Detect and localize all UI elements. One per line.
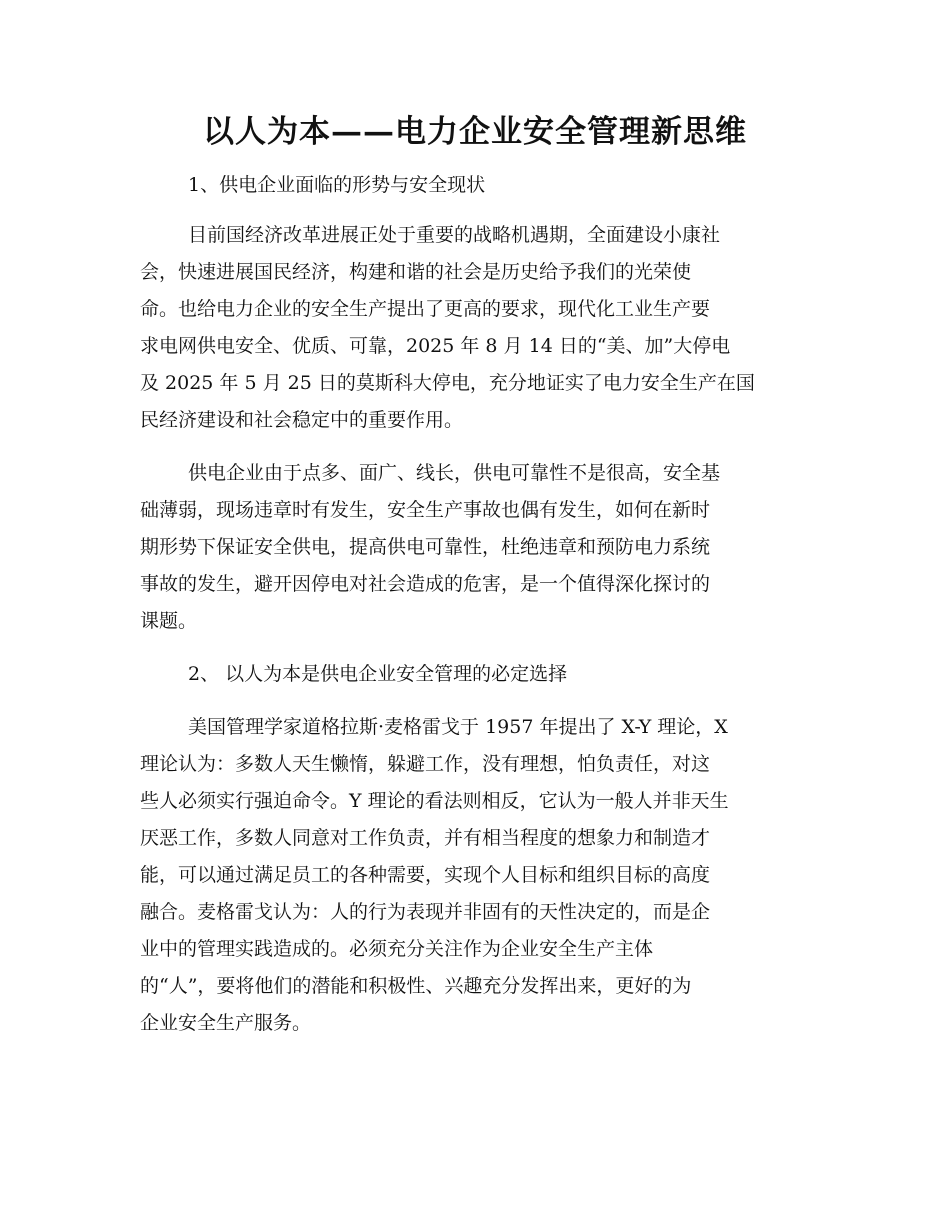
paragraph-2-line-5: 课题。 [140,610,198,632]
paragraph-2-line-2: 础薄弱，现场违章时有发生，安全生产事故也偶有发生，如何在新时 [140,499,711,521]
section-heading-1: 1、供电企业面临的形势与安全现状 [188,174,486,196]
paragraph-1-line-2: 会，快速进展国民经济，构建和谐的社会是历史给予我们的光荣使 [140,261,692,283]
paragraph-3-line-6: 融合。麦格雷戈认为：人的行为表现并非固有的天性决定的，而是企 [140,901,711,923]
paragraph-1-line-6: 民经济建设和社会稳定中的重要作用。 [140,409,464,431]
paragraph-1-line-4: 求电网供电安全、优质、可靠，2025 年 8 月 14 日的“美、加”大停电 [140,335,731,357]
paragraph-2-line-4: 事故的发生，避开因停电对社会造成的危害，是一个值得深化探讨的 [140,573,711,595]
paragraph-3-line-5: 能，可以通过满足员工的各种需要，实现个人目标和组织目标的高度 [140,864,711,886]
paragraph-3-line-7: 业中的管理实践造成的。必须充分关注作为企业安全生产主体 [140,938,654,960]
paragraph-2-line-3: 期形势下保证安全供电，提高供电可靠性，杜绝违章和预防电力系统 [140,536,711,558]
paragraph-1-line-1: 目前国经济改革进展正处于重要的战略机遇期，全面建设小康社 [188,224,721,246]
paragraph-1-line-5: 及 2025 年 5 月 25 日的莫斯科大停电，充分地证实了电力安全生产在国 [140,372,755,394]
paragraph-1-line-3: 命。也给电力企业的安全生产提出了更高的要求，现代化工业生产要 [140,298,711,320]
paragraph-3-line-8: 的“人”，要将他们的潜能和积极性、兴趣充分发挥出来，更好的为 [140,975,692,997]
section-heading-2: 2、 以人为本是供电企业安全管理的必定选择 [188,663,568,685]
paragraph-3-line-3: 些人必须实行强迫命令。Y 理论的看法则相反，它认为一般人并非天生 [140,790,729,812]
paragraph-2-line-1: 供电企业由于点多、面广、线长，供电可靠性不是很高，安全基 [188,462,721,484]
page-title: 以人为本——电力企业安全管理新思维 [203,114,747,150]
paragraph-3-line-4: 厌恶工作，多数人同意对工作负责，并有相当程度的想象力和制造才 [140,827,711,849]
paragraph-3-line-2: 理论认为：多数人天生懒惰，躲避工作，没有理想，怕负责任，对这 [140,753,711,775]
paragraph-3-line-1: 美国管理学家道格拉斯·麦格雷戈于 1957 年提出了 X-Y 理论，X [188,716,728,738]
paragraph-3-line-9: 企业安全生产服务。 [140,1012,312,1034]
